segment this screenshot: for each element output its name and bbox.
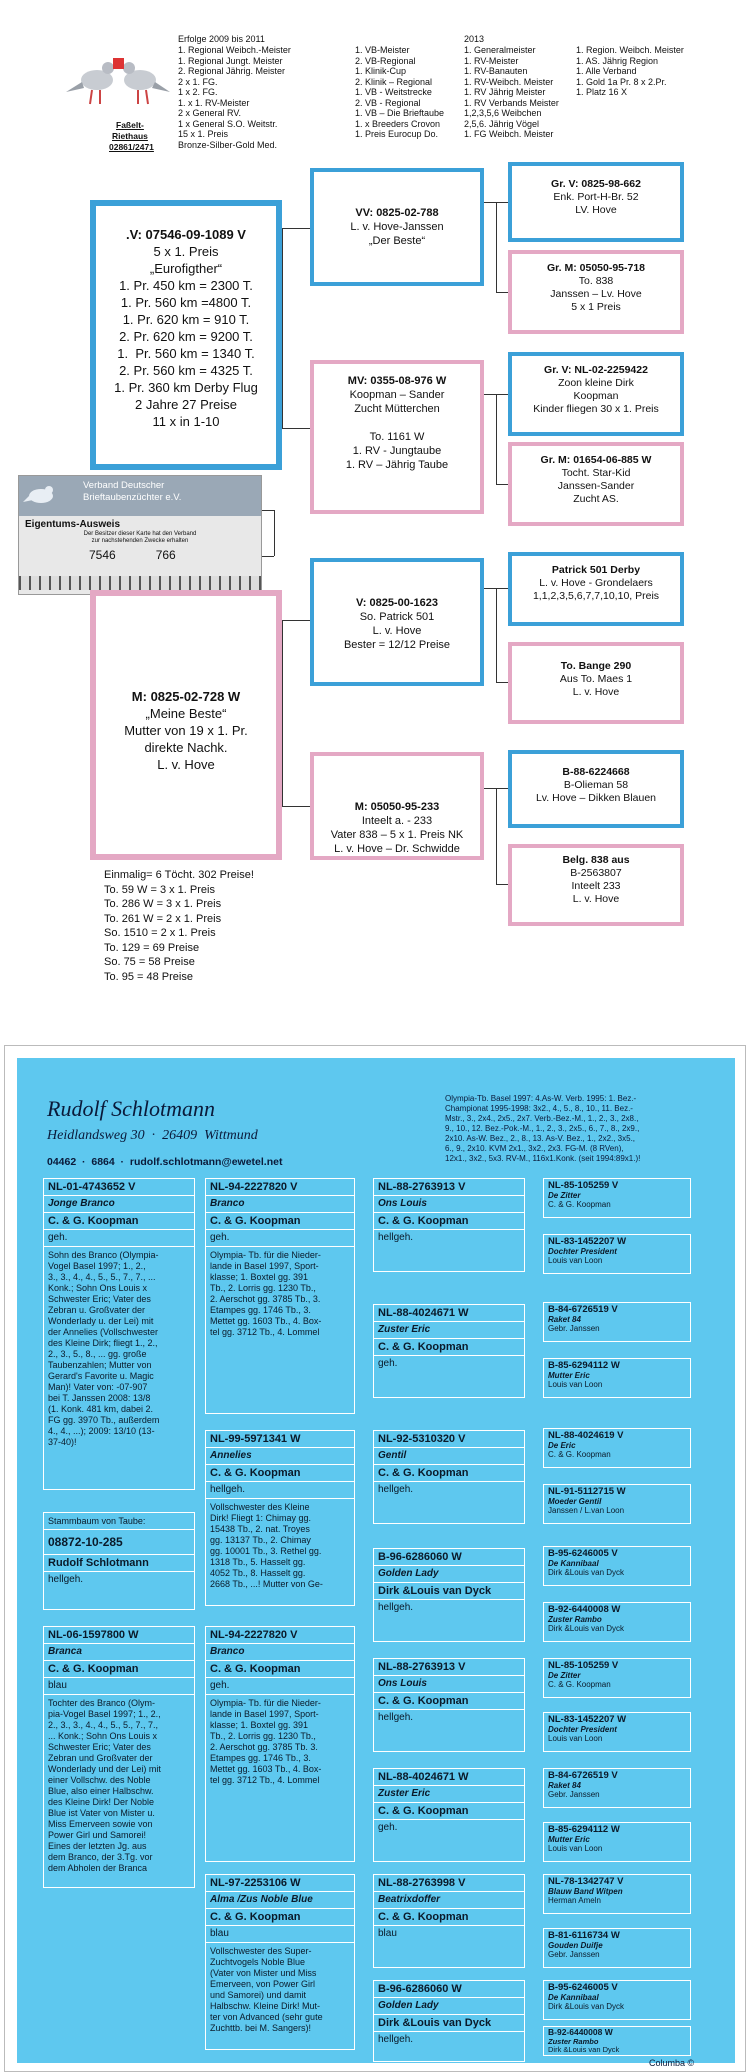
successes-title: Erfolge 2009 bis 2011: [178, 34, 265, 44]
ownership-pattern: [19, 576, 261, 590]
successes-col1: 1. Regional Weibch.-Meister 1. Regional Jungt. Meister 2. Regional Jährig. Meister 2 x 1. FG. 1 x 2. FG. 1. x 1. RV-Meister 2 x General RV. 1 x General S.O. Weitstr. 15 x 1. Preis Bronze-Silber-Gold Med.: [178, 45, 291, 150]
c6-note: Vollschwester des Super- Zuchtvogels Noble Blue (Vater von Mister und Miss Emerveen, von Power Girl und Samorei) und damit Halbschw. Kleine Dirk! Mut- ter von Advanced (sehr gute Zuchttb. bei M. Sangers)!: [210, 1946, 323, 2033]
ownership-sub: Der Besitzer dieser Karte hat den Verband zur nachstehenden Zwecke erhalten: [83, 531, 197, 544]
e-ring: B-95-6246005 V: [548, 1548, 618, 1559]
g4-box: [508, 442, 684, 526]
c6-breeder: C. & G. Koopman: [206, 1909, 354, 1926]
e-breeder: Dirk &Louis van Dyck: [548, 2045, 620, 2054]
card-c2: [43, 1626, 195, 1888]
e-breeder: C. & G. Koopman: [548, 1450, 611, 1459]
c5-name: Branco: [206, 1644, 354, 1661]
d3-name: Gentil: [374, 1448, 524, 1465]
g2-box: [508, 250, 684, 334]
c1-note: Sohn des Branco (Olympia- Vogel Basel 1997; 1., 2., 3., 3., 4., 4., 5., 5., 7., 7., ... Konk.; Sohn Ons Louis x Schwester Eric; Vater des Zebran u. Großvater der Wonderlady u. der Lei) mit der Annelies (Vollschwester des Kleine Dirk; fliegt 1., 2., 2., 3., 5., 8., ... gg. große Taubenzahlen; Mutter von Gerard's Favorite u. Magic Man)! Vater von: -07-907 bei T. Janssen 2008: 13/8 (1. Konk. 481 km, dabei 2. FG gg. 3970 Tb., außerdem 4., 4., ...); 2009: 13/10 (13- 37-40)!: [48, 1250, 160, 1447]
e-4: [543, 1428, 691, 1468]
e-breeder: Gebr. Janssen: [548, 1790, 600, 1799]
c2-name: Branca: [44, 1644, 194, 1661]
mm-text: Inteelt a. - 233 Vater 838 – 5 x 1. Preis NK L. v. Hove – Dr. Schwidde: [330, 815, 464, 855]
pedigree-page-2: [4, 1045, 746, 2072]
e-breeder: Louis van Loon: [548, 1734, 603, 1743]
e-breeder: Louis van Loon: [548, 1844, 603, 1853]
connector: [282, 620, 283, 806]
c4-name: Annelies: [206, 1448, 354, 1465]
ownership-card-header: [19, 476, 261, 516]
connector: [282, 228, 283, 428]
connector: [274, 510, 275, 556]
father-text: 5 x 1. Preis „Eurofigther“ 1. Pr. 450 km = 2300 T. 1. Pr. 560 km =4800 T. 1. Pr. 620 km = 910 T. 2. Pr. 620 km = 9200 T. 1. Pr. 560 km = 1340 T. 2. Pr. 560 km = 4325 T. 1. Pr. 360 km Derby Flug 2 Jahre 27 Preise 11 x in 1-10: [114, 244, 258, 429]
e-ring: NL-83-1452207 W: [548, 1236, 627, 1247]
mm-box: [310, 752, 484, 860]
c1-ring: NL-01-4743652 V: [44, 1179, 194, 1196]
vv-box: [310, 168, 484, 286]
g6-box: [508, 642, 684, 724]
d2-breeder: C. & G. Koopman: [374, 1339, 524, 1356]
e-name: Blauw Band Witpen: [548, 1886, 623, 1896]
pigeon-logo-icon: [62, 42, 172, 112]
d5-ring: NL-88-2763913 V: [374, 1659, 524, 1676]
loft-phone: 02861/2471: [109, 142, 154, 152]
olympia-text: Olympia-Tb. Basel 1997: 4.As-W. Verb. 1995: 1. Bez.- Championat 1995-1998: 3x2., 4., 5., 8., 10., 11. Bez.- Mstr., 3., 2x4., 2x5., 2x7. Verb.-Bez.-M., 1., 2., 3., 2x8., 9., 10., 12. Bez.-Pok.-M., 1., 2., 3., 2x5., 6., 7., 8., 2x9., 2x10. As-W. Bez., 2., 8., 13. As-V. Bez., 1., 2x2., 3x5., 6., 9., 2x10. KVM 2x1., 3x2., 2x3. FG-M. (8 RVen), 12x1., 3x2., 5x3. RV-M., 116x1.Konk. (seit 1994:89x1.)!: [445, 1094, 641, 1163]
e-9: [543, 1712, 691, 1752]
g8-box: [508, 844, 684, 926]
card-d4: [373, 1548, 525, 1642]
footer-credit: Columba ©: [649, 2058, 695, 2068]
e-name: Mutter Eric: [548, 1834, 590, 1844]
connector: [282, 806, 310, 807]
e-breeder: C. & G. Koopman: [548, 1200, 611, 1209]
mv-text: Koopman – Sander Zucht Mütterchen To. 1161 W 1. RV - Jungtaube 1. RV – Jährig Taube: [345, 389, 449, 471]
d4-breeder: Dirk &Louis van Dyck: [374, 1583, 524, 1600]
e-ring: NL-88-4024619 V: [548, 1430, 624, 1441]
e-breeder: Louis van Loon: [548, 1256, 603, 1265]
e-5: [543, 1484, 691, 1524]
g1-text: Enk. Port-H-Br. 52 LV. Hove: [553, 191, 639, 216]
connector: [282, 620, 310, 621]
d8-name: Golden Lady: [374, 1998, 524, 2015]
d1-ring: NL-88-2763913 V: [374, 1179, 524, 1196]
connector: [496, 292, 508, 293]
c6-color: blau: [206, 1926, 354, 1943]
daughters-list: Einmalig= 6 Töcht. 302 Preise! To. 59 W = 3 x 1. Preis To. 286 W = 3 x 1. Preis To. 261 W = 2 x 1. Preis So. 1510 = 2 x 1. Preis To. 129 = 69 Preise So. 75 = 58 Preise To. 95 = 48 Preise: [104, 869, 254, 983]
e-2: [543, 1302, 691, 1342]
d8-color: hellgeh.: [378, 2034, 414, 2045]
g7-ring: B-88-6224668: [562, 766, 630, 778]
loft-name: Faßelt- Riethaus: [112, 120, 148, 141]
e-ring: NL-85-105259 V: [548, 1660, 619, 1671]
mv-ring: MV: 0355-08-976 W: [347, 375, 447, 387]
vv-ring: VV: 0825-02-788: [355, 207, 439, 219]
card-c4: [205, 1430, 355, 1606]
e-7: [543, 1602, 691, 1642]
d6-ring: NL-88-4024671 W: [374, 1769, 524, 1786]
d2-name: Zuster Eric: [374, 1322, 524, 1339]
d4-name: Golden Lady: [374, 1566, 524, 1583]
g6-ring: To. Bange 290: [560, 660, 632, 672]
connector: [496, 394, 497, 484]
stammbaum-label: Stammbaum von Taube:: [44, 1513, 194, 1530]
e-13: [543, 1928, 691, 1968]
year-2013-col2: 1. Region. Weibch. Meister 1. AS. Jährig Region 1. Alle Verband 1. Gold 1a Pr. 8 x 2.Pr. 1. Platz 16 X: [576, 45, 684, 97]
stammbaum-card: [43, 1512, 195, 1610]
g2-ring: Gr. M: 05050-95-718: [546, 262, 646, 274]
e-ring: B-81-6116734 W: [548, 1930, 620, 1941]
g3-ring: Gr. V: NL-02-2259422: [544, 364, 648, 376]
e-ring: B-85-6294112 W: [548, 1360, 620, 1371]
ownership-numbers: [19, 546, 261, 562]
ownership-num2: 766: [155, 548, 176, 562]
g3-text: Zoon kleine Dirk Koopman Kinder fliegen 30 x 1. Preis: [533, 377, 659, 415]
d8-ring: B-96-6286060 W: [374, 1981, 524, 1998]
d3-ring: NL-92-5310320 V: [374, 1431, 524, 1448]
pedigree-page-1: [0, 0, 750, 1035]
c3-name: Branco: [206, 1196, 354, 1213]
e-name: De Kannibaal: [548, 1558, 599, 1568]
e-0: [543, 1178, 691, 1218]
d1-color: hellgeh.: [378, 1232, 414, 1243]
father-box: [90, 200, 282, 470]
e-ring: NL-83-1452207 W: [548, 1714, 627, 1725]
e-6: [543, 1546, 691, 1586]
vm-ring: V: 0825-00-1623: [356, 597, 438, 609]
g5-box: [508, 552, 684, 626]
connector: [496, 682, 508, 683]
c4-color: hellgeh.: [206, 1482, 354, 1499]
connector: [496, 788, 497, 884]
c2-breeder: C. & G. Koopman: [44, 1661, 194, 1678]
d5-breeder: C. & G. Koopman: [374, 1693, 524, 1710]
card-d7: [373, 1874, 525, 1968]
d1-name: Ons Louis: [374, 1196, 524, 1213]
card-d3: [373, 1430, 525, 1524]
successes-col2: 1. VB-Meister 2. VB-Regional 1. Klinik-Cup 2. Klinik – Regional 1. VB - Weitstrecke 2. VB - Regional 1. VB – Die Brieftaube 1. x Breeders Crovon 1. Preis Eurocup Do.: [355, 45, 445, 139]
d2-ring: NL-88-4024671 W: [374, 1305, 524, 1322]
card-c6: [205, 1874, 355, 2050]
owner-contact: 04462 · 6864 · rudolf.schlotmann@ewetel.net: [47, 1156, 283, 1168]
connector: [282, 428, 310, 429]
e-name: De Kannibaal: [548, 1992, 599, 2002]
c3-breeder: C. & G. Koopman: [206, 1213, 354, 1230]
ownership-title: Eigentums-Ausweis: [25, 519, 121, 530]
e-name: Moeder Gentil: [548, 1496, 602, 1506]
mother-text: „Meine Beste“ Mutter von 19 x 1. Pr. direkte Nachk. L. v. Hove: [124, 706, 248, 772]
c1-breeder: C. & G. Koopman: [44, 1213, 194, 1230]
card-d2: [373, 1304, 525, 1398]
mother-box: [90, 590, 282, 860]
c1-name: Jonge Branco: [44, 1196, 194, 1213]
e-ring: NL-85-105259 V: [548, 1180, 619, 1191]
e-name: Raket 84: [548, 1314, 581, 1324]
e-breeder: C. & G. Koopman: [548, 1680, 611, 1689]
c3-note: Olympia- Tb. für die Nieder- lande in Basel 1997, Sport- klasse; 1. Boxtel gg. 391 Tb., 2. Lorris gg. 1230 Tb., 2. Aerschot gg. 3785 Tb., 3. Etampes gg. 1746 Tb., 3. Mettet gg. 1603 Tb., 4. Box- tel gg. 3712 Tb., 4. Lommel: [210, 1250, 322, 1337]
d3-color: hellgeh.: [378, 1484, 414, 1495]
e-8: [543, 1658, 691, 1698]
connector: [282, 228, 310, 229]
mm-ring: M: 05050-95-233: [354, 801, 440, 813]
g2-text: To. 838 Janssen – Lv. Hove 5 x 1 Preis: [550, 275, 642, 313]
e-1: [543, 1234, 691, 1274]
e-14: [543, 1980, 691, 2020]
vm-box: [310, 558, 484, 686]
e-12: [543, 1874, 691, 1914]
card-d8: [373, 1980, 525, 2062]
d7-color: blau: [378, 1928, 397, 1939]
g4-ring: Gr. M: 01654-06-885 W: [540, 454, 652, 466]
card-c1: [43, 1178, 195, 1490]
c2-ring: NL-06-1597800 W: [44, 1627, 194, 1644]
e-name: De Zitter: [548, 1190, 581, 1200]
stammbaum-ring: 08872-10-285: [44, 1530, 194, 1555]
vm-text: So. Patrick 501 L. v. Hove Bester = 12/12 Preise: [343, 611, 451, 651]
e-ring: B-85-6294112 W: [548, 1824, 620, 1835]
e-3: [543, 1358, 691, 1398]
stammbaum-color: hellgeh.: [48, 1574, 84, 1585]
e-ring: NL-91-5112715 W: [548, 1486, 626, 1497]
c5-color: geh.: [206, 1678, 354, 1695]
g7-text: B-Olieman 58 Lv. Hove – Dikken Blauen: [535, 779, 657, 804]
c2-note: Tochter des Branco (Olym- pia-Vogel Basel 1997; 1., 2., 2., 3., 3., 4., 4., 5., 5., 7., 7., ... Konk.; Sohn Ons Louis x Schwester Eric; Vater des Zebran und Großvater der Wonderlady und der Lei) mit einer Vollschw. des Noble Blue, also einer Halbschw. des Kleine Dirk! Der Noble Blue ist Vater von Mister u. Miss Emerveen sowie von Power Girl und Samorei! Eines der letzten Jg. aus dem Branco, der 3.Tg. vor dem Abholen der Branca: [48, 1698, 161, 1873]
g8-ring: Belg. 838 aus: [562, 854, 630, 866]
e-name: Dochter President: [548, 1246, 617, 1256]
mother-ring: M: 0825-02-728 W: [131, 689, 241, 704]
owner-address: Heidlandsweg 30 · 26409 Wittmund: [47, 1128, 258, 1143]
d3-breeder: C. & G. Koopman: [374, 1465, 524, 1482]
c4-breeder: C. & G. Koopman: [206, 1465, 354, 1482]
g6-text: Aus To. Maes 1 L. v. Hove: [559, 673, 633, 698]
owner-name: Rudolf Schlotmann: [47, 1096, 216, 1121]
e-10: [543, 1768, 691, 1808]
g8-text: B-2563807 Inteelt 233 L. v. Hove: [570, 867, 622, 905]
d5-name: Ons Louis: [374, 1676, 524, 1693]
card-d5: [373, 1658, 525, 1752]
connector: [262, 510, 274, 511]
g5-ring: Patrick 501 Derby: [551, 564, 641, 576]
vv-text: L. v. Hove-Janssen „Der Beste“: [350, 221, 444, 247]
e-ring: B-95-6246005 V: [548, 1982, 618, 1993]
d6-name: Zuster Eric: [374, 1786, 524, 1803]
card-c3: [205, 1178, 355, 1414]
e-ring: NL-78-1342747 V: [548, 1876, 624, 1887]
e-11: [543, 1822, 691, 1862]
e-breeder: Janssen / L.van Loon: [548, 1506, 625, 1515]
e-ring: B-92-6440008 W: [548, 1604, 621, 1615]
card-d6: [373, 1768, 525, 1862]
e-breeder: Gebr. Janssen: [548, 1324, 600, 1333]
c3-ring: NL-94-2227820 V: [206, 1179, 354, 1196]
c4-note: Vollschwester des Kleine Dirk! Fliegt 1: Chimay gg. 15438 Tb., 2. nat. Troyes gg. 13137 Tb., 2. Chimay gg. 10001 Tb., 3. Rethel gg. 1318 Tb., 5. Hasselt gg. 4052 Tb., 8. Hasselt gg. 2668 Tb., ...! Mutter von Ge-: [210, 1502, 323, 1589]
e-breeder: Herman Ameln: [548, 1896, 601, 1905]
c5-breeder: C. & G. Koopman: [206, 1661, 354, 1678]
connector: [262, 556, 274, 557]
e-15: [543, 2026, 691, 2056]
d2-color: geh.: [378, 1358, 398, 1369]
g7-box: [508, 750, 684, 828]
ownership-num1: 7546: [89, 548, 116, 562]
e-name: Dochter President: [548, 1724, 617, 1734]
d1-breeder: C. & G. Koopman: [374, 1213, 524, 1230]
connector: [496, 202, 497, 292]
e-name: Raket 84: [548, 1780, 581, 1790]
d5-color: hellgeh.: [378, 1712, 414, 1723]
mv-box: [310, 360, 484, 514]
year-2013-col1: 1. Generalmeister 1. RV-Meister 1. RV-Banauten 1. RV-Weibch. Meister 1. RV Jährig Meister 1. RV Verbands Meister 1,2,3,5,6 Weibchen 2,5,6. Jährig Vögel 1. FG Weibch. Meister: [464, 45, 559, 139]
e-ring: B-84-6726519 V: [548, 1770, 618, 1781]
g1-box: [508, 162, 684, 242]
d7-ring: NL-88-2763998 V: [374, 1875, 524, 1892]
g5-text: L. v. Hove - Grondelaers 1,1,2,3,5,6,7,7,10,10, Preis: [532, 577, 660, 602]
card-d1: [373, 1178, 525, 1272]
c3-color: geh.: [206, 1230, 354, 1247]
d6-breeder: C. & G. Koopman: [374, 1803, 524, 1820]
stammbaum-name: Rudolf Schlotmann: [44, 1555, 194, 1572]
c6-ring: NL-97-2253106 W: [206, 1875, 354, 1892]
c5-ring: NL-94-2227820 V: [206, 1627, 354, 1644]
c2-color: blau: [44, 1678, 194, 1695]
pigeon-emblem-icon: [23, 480, 57, 510]
father-ring: .V: 07546-09-1089 V: [126, 227, 246, 242]
e-name: Mutter Eric: [548, 1370, 590, 1380]
connector: [496, 484, 508, 485]
c5-note: Olympia- Tb. für die Nieder- lande in Basel 1997, Sport- klasse; 1. Boxtel gg. 391 Tb., 2. Lorris gg. 1230 Tb., 2. Aerschot gg. 3785 Tb. 3. Etampes gg. 1746 Tb., 3. Mettet gg. 1603 Tb., 4. Box- tel gg. 3712 Tb., 4. Lommel: [210, 1698, 322, 1785]
e-name: Zuster Rambo: [548, 2036, 599, 2046]
card-c5: [205, 1626, 355, 1862]
e-ring: B-92-6440008 W: [548, 2027, 613, 2037]
e-name: De Eric: [548, 1440, 576, 1450]
e-breeder: Dirk &Louis van Dyck: [548, 2002, 625, 2011]
e-breeder: Dirk &Louis van Dyck: [548, 1624, 625, 1633]
g1-ring: Gr. V: 0825-98-662: [551, 178, 641, 190]
d7-breeder: C. & G. Koopman: [374, 1909, 524, 1926]
c6-name: Alma /Zus Noble Blue: [206, 1892, 354, 1909]
g3-box: [508, 352, 684, 436]
e-breeder: Louis van Loon: [548, 1380, 603, 1389]
d4-color: hellgeh.: [378, 1602, 414, 1613]
d6-color: geh.: [378, 1822, 398, 1833]
ownership-org: Verband Deutscher Brieftaubenzüchter e.V.: [83, 480, 182, 503]
g4-text: Tocht. Star-Kid Janssen-Sander Zucht AS.: [557, 467, 635, 505]
d8-breeder: Dirk &Louis van Dyck: [374, 2015, 524, 2032]
connector: [496, 884, 508, 885]
d4-ring: B-96-6286060 W: [374, 1549, 524, 1566]
ownership-card: [18, 475, 262, 595]
e-name: De Zitter: [548, 1670, 581, 1680]
c1-color: geh.: [44, 1230, 194, 1247]
connector: [496, 588, 497, 682]
d7-name: Beatrixdoffer: [374, 1892, 524, 1909]
c4-ring: NL-99-5971341 W: [206, 1431, 354, 1448]
e-name: Gouden Duifje: [548, 1940, 603, 1950]
e-breeder: Gebr. Janssen: [548, 1950, 600, 1959]
e-breeder: Dirk &Louis van Dyck: [548, 1568, 625, 1577]
year-2013-title: 2013: [464, 34, 485, 44]
e-ring: B-84-6726519 V: [548, 1304, 618, 1315]
e-name: Zuster Rambo: [548, 1614, 602, 1624]
